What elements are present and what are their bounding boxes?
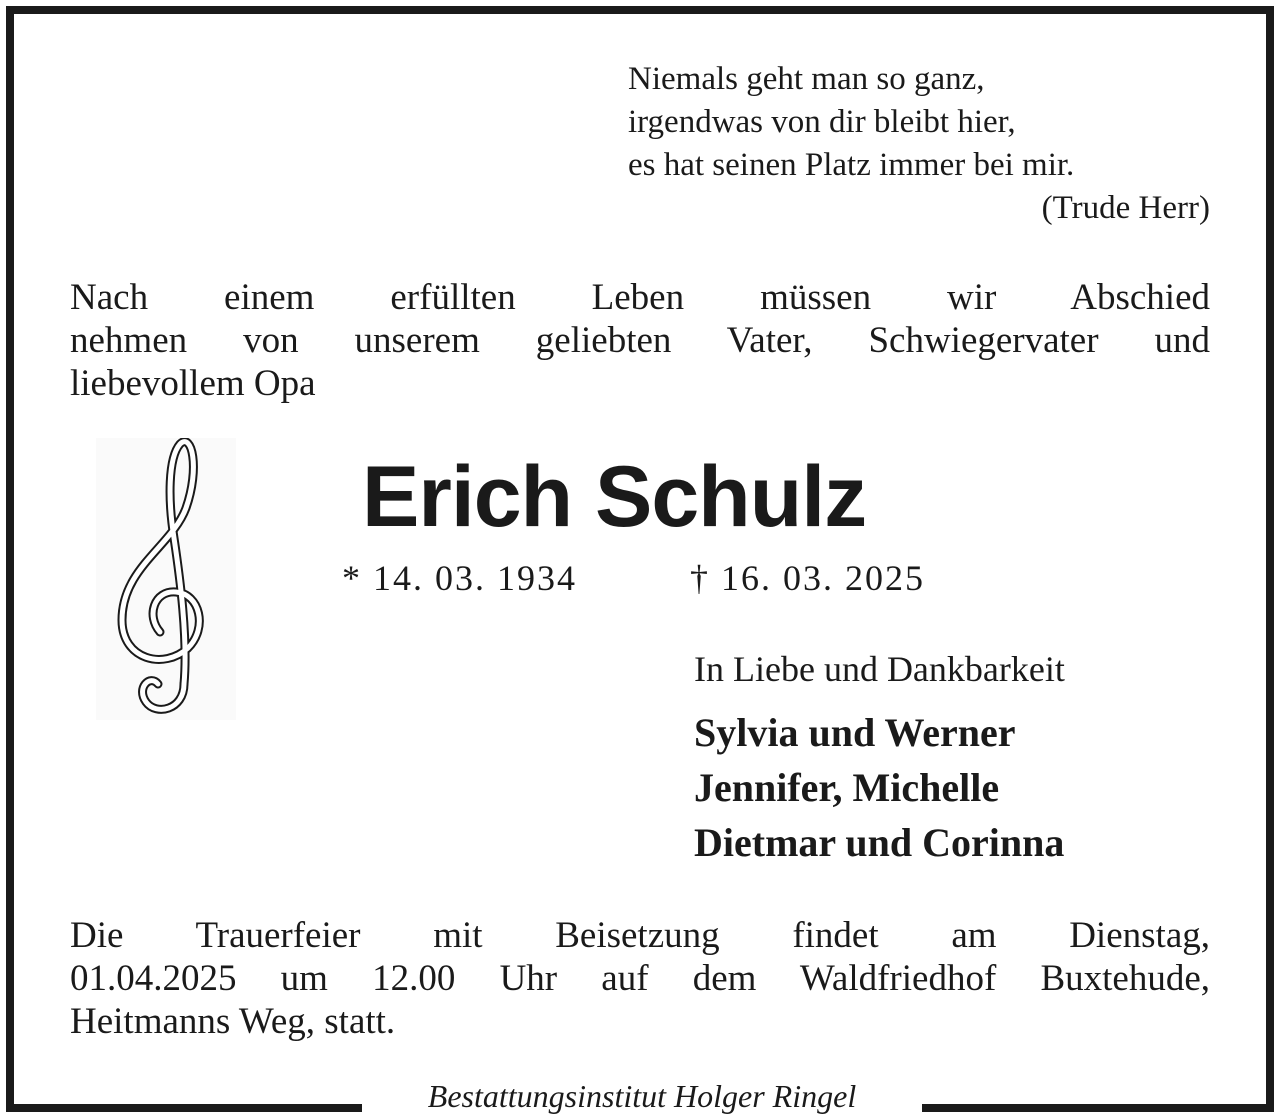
intro-paragraph: [70, 276, 1210, 405]
mourners-intro: In Liebe und Dankbarkeit: [694, 649, 1065, 689]
deceased-name: Erich Schulz: [362, 449, 867, 545]
mourners-list: [694, 705, 1064, 870]
mourner-name: Dietmar und Corinna: [694, 820, 1065, 865]
quote-block: [628, 58, 1210, 230]
treble-clef-icon: [96, 438, 236, 720]
quote-line: irgendwas von dir bleibt hier,: [628, 104, 1016, 140]
death-date: † 16. 03. 2025: [690, 558, 925, 598]
bottom-rule-left: [6, 1104, 362, 1112]
service-paragraph: [70, 914, 1210, 1043]
mourner-name: Jennifer, Michelle: [694, 765, 1000, 810]
mourner-name: Sylvia und Werner: [694, 710, 1016, 755]
bottom-rule-right: [922, 1104, 1274, 1112]
quote-line: es hat seinen Platz immer bei mir.: [628, 147, 1075, 183]
service-line: 01.04.2025 um 12.00 Uhr auf dem Waldfriedhof Buxtehude,: [70, 958, 1210, 999]
quote-line: Niemals geht man so ganz,: [628, 61, 985, 97]
intro-line: nehmen von unserem geliebten Vater, Schwiegervater und: [70, 320, 1210, 361]
quote-author: (Trude Herr): [1041, 190, 1210, 226]
intro-line: Nach einem erfüllten Leben müssen wir Abschied: [70, 277, 1210, 318]
funeral-home: Bestattungsinstitut Holger Ringel: [362, 1074, 922, 1118]
service-line: Heitmanns Weg, statt.: [70, 1001, 396, 1042]
service-line: Die Trauerfeier mit Beisetzung findet am Dienstag,: [70, 915, 1210, 956]
intro-line: liebevollem Opa: [70, 363, 316, 404]
birth-date: * 14. 03. 1934: [342, 558, 577, 598]
